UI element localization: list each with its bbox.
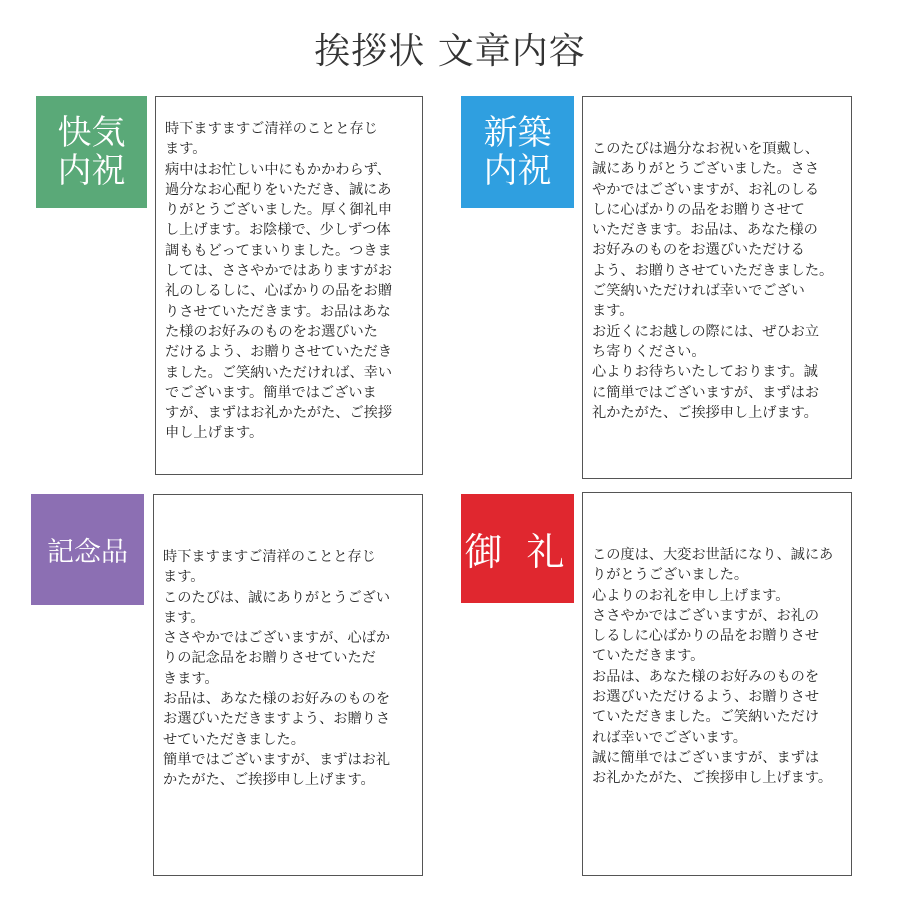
onrei-badge: 御 礼 (461, 494, 574, 603)
kaiki-badge-line2: 内祝 (57, 151, 126, 191)
shinchiku-letter-text: このたびは過分なお祝いを頂戴し、 誠にありがとうございました。ささ やかではございますが、お礼のしる しに心ばかりの品をお贈りさせて いただきます。お品は、あなた様の お好みのものをお選びいただける よう、お贈りさせていただきました。 ご笑納いただければ幸いでござい ます。 お近くにお越しの際には、ぜひお立 ち寄りください。 心よりお待ちいたしております。誠 に簡単ではございますが、まずはお 礼かたがた、ご挨拶申し上げます。 (592, 141, 834, 421)
kinenhin-letter-text: 時下ますますご清祥のことと存じ ます。 このたびは、誠にありがとうござい ます。 ささやかではございますが、心ばか りの記念品をお贈りさせていただ きます。 お品は、あなた様のお好みのものを お選びいただきますよう、お贈りさ せていただきました。 簡単ではございますが、まずはお礼 かたがた、ご挨拶申し上げます。 (163, 549, 391, 789)
onrei-letter-text: この度は、大変お世話になり、誠にあ りがとうございました。 心よりのお礼を申し上げます。 ささやかではございますが、お礼の しるしに心ばかりの品をお贈りさせ ていただきます。 お品は、あなた様のお好みのものを お選びいただけるよう、お贈りさせ ていただきました。ご笑納いただけ れば幸いでございます。 誠に簡単ではございますが、まずは お礼かたがた、ご挨拶申し上げます。 (592, 547, 834, 787)
shinchiku-uchiiwai-badge (461, 96, 574, 208)
onrei-letter (582, 492, 852, 876)
kinenhin-letter (153, 494, 423, 876)
kaiki-letter-text: 時下ますますご清祥のことと存じ ます。 病中はお忙しい中にもかかわらず、 過分なお心配りをいただき、誠にあ りがとうございました。厚く御礼申 し上げます。お陰様で、少しずつ体 調ももどってまいりました。つきま しては、ささやかではありますがお 礼のしるしに、心ばかりの品をお贈 りさせていただきます。お品はあな た様のお好みのものをお選びいた だけるよう、お贈りさせていただき ました。ご笑納いただければ、幸い でございます。簡単ではございま すが、まずはお礼かたがた、ご挨拶 申し上げます。 (165, 121, 393, 442)
kinenhin-badge: 記念品 (31, 494, 144, 605)
page-title: 挨拶状 文章内容 (314, 31, 586, 72)
shinchiku-uchiiwai-letter (582, 96, 852, 479)
kaiki-uchiiwai-badge (36, 96, 147, 208)
kaiki-badge-line1: 快気 (57, 113, 126, 153)
shinchiku-badge-line2: 内祝 (483, 151, 552, 191)
shinchiku-badge-line1: 新築 (483, 113, 552, 153)
kaiki-uchiiwai-letter (155, 96, 423, 475)
